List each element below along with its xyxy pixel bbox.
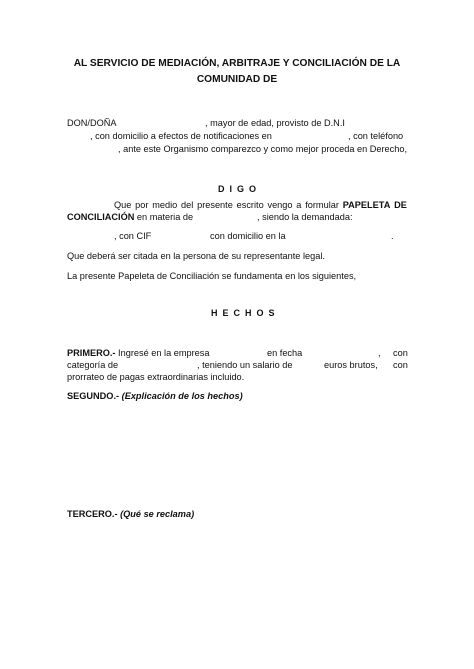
primero-label: PRIMERO.-	[67, 348, 116, 358]
document-title-line-2: COMUNIDAD DE	[196, 74, 278, 85]
domicilio-text: con domicilio en la	[210, 231, 286, 241]
tercero-paragraph	[67, 508, 194, 520]
primero-euros: euros brutos,	[324, 360, 378, 370]
intro-domicilio: , con domicilio a efectos de notificaciones en	[90, 131, 272, 141]
representante-text: Que deberá ser citada en la persona de su representante legal.	[67, 251, 325, 261]
digo-word: Que	[114, 200, 132, 210]
period-text: .	[391, 231, 394, 241]
segundo-text: (Explicación de los hechos)	[119, 391, 243, 401]
digo-word: escrito	[236, 200, 264, 210]
primero-line-1	[67, 347, 209, 359]
tercero-text: (Qué se reclama)	[117, 509, 195, 519]
digo-word: vengo	[267, 200, 293, 210]
de-bold: DE	[394, 200, 407, 210]
segundo-label: SEGUNDO.-	[67, 391, 120, 401]
digo-heading: DIGO	[218, 184, 262, 194]
primero-categoria: categoría de	[67, 360, 119, 370]
digo-word: formular	[305, 200, 339, 210]
primero-con: con	[393, 348, 408, 358]
digo-word: presente	[197, 200, 233, 210]
document-title-line-1: AL SERVICIO DE MEDIACIÓN, ARBITRAJE Y CONCILIACIÓN DE LA	[73, 58, 401, 69]
digo-word: del	[181, 200, 194, 210]
primero-comma: ,	[378, 348, 381, 358]
hechos-heading: HECHOS	[211, 308, 280, 318]
digo-line-1	[114, 199, 407, 211]
fundamento-text: La presente Papeleta de Conciliación se fundamenta en los siguientes,	[67, 271, 357, 281]
conciliacion-bold: CONCILIACIÓN	[67, 212, 135, 222]
primero-fecha: en fecha	[267, 348, 303, 358]
cif-text: , con CIF	[114, 231, 152, 241]
primero-empresa: Ingresé en la empresa	[115, 348, 210, 358]
digo-line-2	[67, 211, 193, 223]
primero-prorrateo: prorrateo de pagas extraordinarias incluido.	[67, 372, 245, 382]
intro-comparezco: , ante este Organismo comparezco y como mejor proceda en Derecho,	[118, 144, 408, 154]
primero-salario: , teniendo un salario de	[197, 360, 293, 370]
digo-word: medio	[152, 200, 178, 210]
intro-telefono: , con teléfono	[348, 131, 404, 141]
primero-con-2: con	[393, 360, 408, 370]
materia-text: en materia de	[134, 212, 194, 222]
intro-mayor-edad: , mayor de edad, provisto de D.N.I	[205, 118, 345, 128]
papeleta-bold: PAPELETA	[342, 200, 391, 210]
tercero-label: TERCERO.-	[67, 509, 118, 519]
intro-don-dona: DON/DOÑA	[67, 118, 117, 128]
digo-word: a	[296, 200, 302, 210]
segundo-paragraph	[67, 390, 243, 402]
digo-word: por	[135, 200, 149, 210]
demandada-text: , siendo la demandada:	[257, 212, 353, 222]
